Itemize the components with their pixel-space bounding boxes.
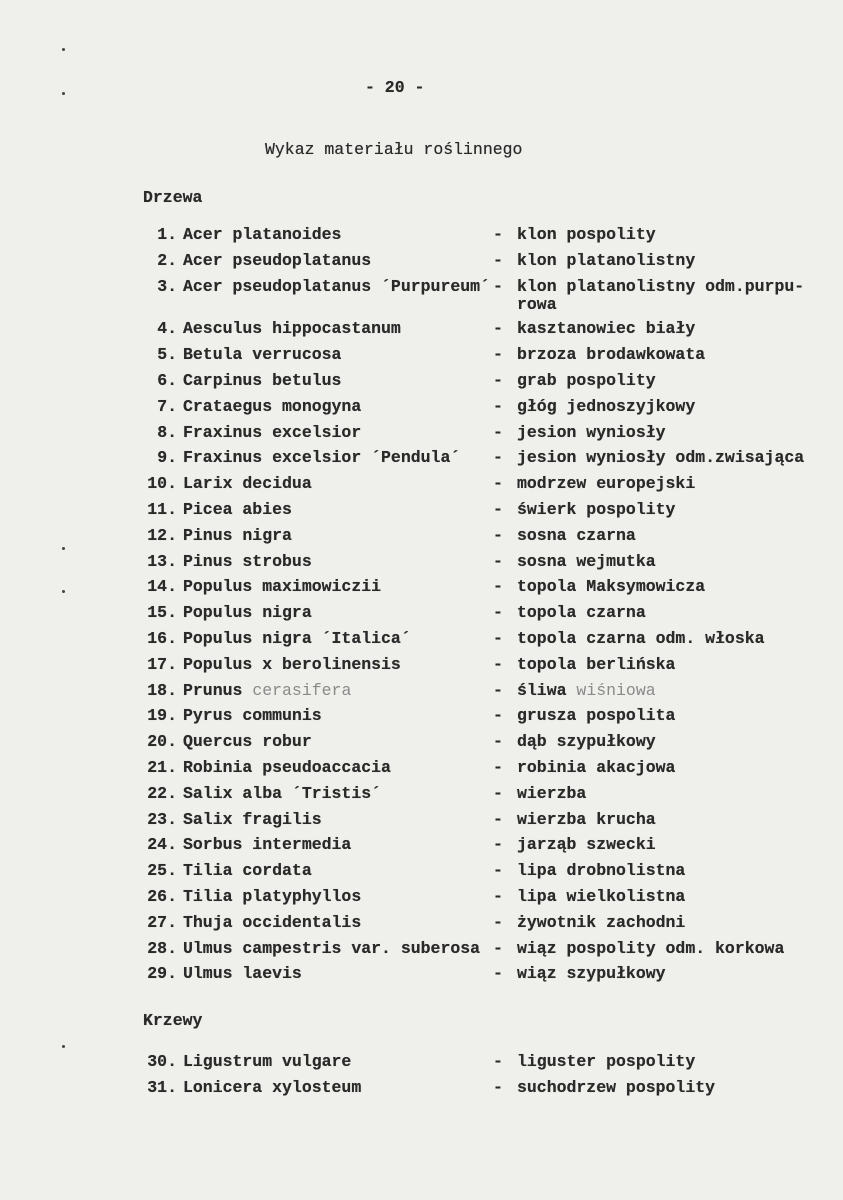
list-item bbox=[130, 500, 830, 520]
polish-name-text: dąb szypułkowy bbox=[517, 732, 656, 752]
polish-name-text: żywotnik zachodni bbox=[517, 912, 686, 932]
polish-name bbox=[517, 1052, 695, 1072]
polish-name bbox=[517, 371, 656, 391]
item-number: 25. bbox=[147, 861, 177, 881]
polish-name bbox=[517, 319, 695, 339]
polish-name bbox=[517, 448, 804, 468]
list-item bbox=[130, 681, 830, 701]
separator-dash: - bbox=[493, 1077, 503, 1097]
latin-name bbox=[183, 887, 361, 907]
item-number: 26. bbox=[147, 887, 177, 906]
polish-name-text: kasztanowiec biały bbox=[517, 319, 696, 339]
latin-name-text: Pinus strobus bbox=[183, 551, 312, 571]
item-number: 8. bbox=[157, 422, 177, 442]
separator-dash: - bbox=[493, 835, 503, 855]
separator-dash: - bbox=[493, 732, 503, 752]
item-number: 28. bbox=[147, 938, 177, 958]
item-number: 27. bbox=[147, 912, 177, 932]
scan-speck bbox=[62, 1045, 65, 1048]
polish-name-text: topola czarna odm. włoska bbox=[517, 629, 765, 648]
list-item bbox=[130, 861, 830, 881]
latin-name-text: Picea abies bbox=[183, 500, 292, 519]
latin-name bbox=[183, 500, 292, 520]
item-number: 11. bbox=[147, 500, 177, 519]
polish-name-text: grusza pospolita bbox=[517, 706, 676, 726]
latin-name-faint: cerasifera bbox=[252, 680, 352, 700]
latin-name-text: Lonicera xylosteum bbox=[183, 1077, 362, 1097]
latin-name bbox=[183, 835, 351, 855]
polish-name bbox=[517, 732, 656, 752]
separator-dash: - bbox=[493, 276, 503, 296]
list-item bbox=[130, 964, 830, 984]
separator-dash: - bbox=[493, 551, 503, 571]
polish-name-text: lipa drobnolistna bbox=[517, 861, 686, 881]
polish-name bbox=[517, 939, 784, 959]
polish-name-text: sosna czarna bbox=[517, 525, 636, 545]
separator-dash: - bbox=[493, 225, 503, 244]
separator-dash: - bbox=[493, 887, 503, 906]
item-number: 22. bbox=[147, 783, 177, 803]
latin-name bbox=[183, 603, 312, 623]
item-number: 2. bbox=[157, 250, 177, 270]
page-number: - 20 - bbox=[365, 78, 425, 97]
latin-name bbox=[183, 784, 381, 804]
latin-name bbox=[183, 423, 361, 443]
latin-name-text: Thuja occidentalis bbox=[183, 912, 362, 932]
separator-dash: - bbox=[493, 474, 503, 494]
polish-name-text: jesion wyniosły odm.zwisająca bbox=[517, 448, 805, 468]
latin-name-text: Robinia pseudoaccacia bbox=[183, 758, 391, 777]
list-item bbox=[130, 939, 830, 959]
polish-name bbox=[517, 552, 656, 572]
item-number: 4. bbox=[157, 319, 177, 339]
item-number: 24. bbox=[147, 835, 177, 855]
latin-name-text: Acer pseudoplatanus bbox=[183, 250, 372, 270]
latin-name-text: Carpinus betulus bbox=[183, 371, 342, 390]
list-item bbox=[130, 251, 830, 271]
latin-name-text: Betula verrucosa bbox=[183, 345, 342, 365]
item-number: 5. bbox=[157, 345, 177, 365]
polish-name bbox=[517, 810, 656, 830]
polish-name-text: grab pospolity bbox=[517, 371, 656, 390]
polish-name-text: wierzba krucha bbox=[517, 809, 656, 829]
latin-name-text: Fraxinus excelsior ´Pendula´ bbox=[183, 448, 461, 468]
latin-name bbox=[183, 913, 361, 933]
list-item bbox=[130, 706, 830, 726]
section-heading: Krzewy bbox=[143, 1011, 203, 1030]
scan-speck bbox=[62, 92, 65, 95]
separator-dash: - bbox=[493, 680, 503, 700]
list-item bbox=[130, 526, 830, 546]
latin-name-text: Fraxinus excelsior bbox=[183, 422, 362, 442]
polish-name bbox=[517, 500, 675, 520]
polish-name bbox=[517, 913, 685, 933]
scan-speck bbox=[62, 590, 65, 593]
document-title: Wykaz materiału roślinnego bbox=[265, 140, 523, 159]
list-item bbox=[130, 784, 830, 804]
latin-name bbox=[183, 225, 341, 245]
item-number: 10. bbox=[147, 474, 177, 494]
polish-name bbox=[517, 861, 685, 881]
polish-name bbox=[517, 526, 636, 546]
latin-name-text: Larix decidua bbox=[183, 474, 312, 494]
polish-name-text: sosna wejmutka bbox=[517, 551, 656, 571]
latin-name bbox=[183, 1078, 361, 1098]
latin-name-text: Acer platanoides bbox=[183, 225, 342, 244]
polish-name bbox=[517, 397, 695, 417]
item-number: 1. bbox=[157, 225, 177, 244]
item-number: 23. bbox=[147, 809, 177, 829]
item-number: 30. bbox=[147, 1052, 177, 1071]
list-item bbox=[130, 397, 830, 417]
latin-name bbox=[183, 526, 292, 546]
latin-name bbox=[183, 371, 341, 391]
list-item bbox=[130, 371, 830, 391]
separator-dash: - bbox=[493, 654, 503, 674]
separator-dash: - bbox=[493, 422, 503, 442]
separator-dash: - bbox=[493, 783, 503, 803]
list-item bbox=[130, 319, 830, 339]
latin-name bbox=[183, 655, 401, 675]
polish-name-text: topola czarna bbox=[517, 603, 646, 623]
list-item bbox=[130, 835, 830, 855]
item-number: 13. bbox=[147, 551, 177, 571]
latin-name-text: Acer pseudoplatanus ´Purpureum´ bbox=[183, 276, 490, 296]
list-item bbox=[130, 655, 830, 675]
polish-name-text: lipa wielkolistna bbox=[517, 887, 686, 906]
separator-dash: - bbox=[493, 1052, 503, 1071]
latin-name-text: Salix alba ´Tristis´ bbox=[183, 783, 382, 803]
polish-name-text: śliwa bbox=[517, 680, 567, 700]
list-item bbox=[130, 225, 830, 245]
latin-name-text: Tilia platyphyllos bbox=[183, 887, 362, 906]
latin-name-text: Populus x berolinensis bbox=[183, 654, 401, 674]
polish-name bbox=[517, 1078, 715, 1098]
item-number: 14. bbox=[147, 577, 177, 597]
list-item bbox=[130, 629, 830, 649]
separator-dash: - bbox=[493, 319, 503, 339]
item-number: 7. bbox=[157, 396, 177, 416]
separator-dash: - bbox=[493, 912, 503, 932]
list-item bbox=[130, 577, 830, 597]
polish-name-text: topola Maksymowicza bbox=[517, 577, 706, 597]
item-number: 16. bbox=[147, 629, 177, 648]
section-heading: Drzewa bbox=[143, 188, 203, 207]
polish-name-text: modrzew europejski bbox=[517, 474, 696, 494]
latin-name bbox=[183, 277, 490, 297]
latin-name bbox=[183, 681, 351, 701]
scan-speck bbox=[62, 48, 65, 51]
separator-dash: - bbox=[493, 629, 503, 648]
item-number: 15. bbox=[147, 603, 177, 623]
list-item bbox=[130, 448, 830, 468]
list-item bbox=[130, 1078, 830, 1098]
latin-name bbox=[183, 577, 381, 597]
latin-name-text: Aesculus hippocastanum bbox=[183, 319, 401, 339]
polish-name bbox=[517, 603, 646, 623]
polish-name bbox=[517, 681, 656, 701]
list-item bbox=[130, 423, 830, 443]
item-number: 18. bbox=[147, 680, 177, 700]
latin-name bbox=[183, 629, 411, 649]
polish-name-text: wiąz pospolity odm. korkowa bbox=[517, 938, 785, 958]
item-number: 21. bbox=[147, 758, 177, 777]
separator-dash: - bbox=[493, 706, 503, 726]
list-item bbox=[130, 810, 830, 830]
latin-name-text: Quercus robur bbox=[183, 732, 312, 752]
list-item bbox=[130, 732, 830, 752]
latin-name-text: Crataegus monogyna bbox=[183, 396, 362, 416]
latin-name bbox=[183, 861, 312, 881]
polish-name-text: jarząb szwecki bbox=[517, 835, 656, 855]
latin-name bbox=[183, 732, 312, 752]
polish-name bbox=[517, 251, 695, 271]
list-item bbox=[130, 474, 830, 494]
list-item bbox=[130, 345, 830, 365]
separator-dash: - bbox=[493, 448, 503, 468]
separator-dash: - bbox=[493, 525, 503, 545]
separator-dash: - bbox=[493, 500, 503, 519]
latin-name-text: Populus maximowiczii bbox=[183, 577, 382, 597]
polish-name bbox=[517, 655, 675, 675]
polish-name bbox=[517, 629, 765, 649]
latin-name-text: Tilia cordata bbox=[183, 861, 312, 881]
latin-name-text: Pyrus communis bbox=[183, 706, 322, 726]
polish-name bbox=[517, 758, 675, 778]
polish-name bbox=[517, 345, 705, 365]
latin-name-text: Populus nigra bbox=[183, 603, 312, 623]
polish-name bbox=[517, 784, 586, 804]
list-item bbox=[130, 887, 830, 907]
item-number: 31. bbox=[147, 1077, 177, 1097]
polish-name-text: głóg jednoszyjkowy bbox=[517, 396, 696, 416]
item-number: 29. bbox=[147, 964, 177, 984]
polish-name bbox=[517, 835, 656, 855]
latin-name bbox=[183, 810, 322, 830]
separator-dash: - bbox=[493, 938, 503, 958]
item-number: 6. bbox=[157, 371, 177, 390]
item-number: 19. bbox=[147, 706, 177, 726]
latin-name bbox=[183, 319, 401, 339]
latin-name-text: Sorbus intermedia bbox=[183, 835, 352, 855]
latin-name bbox=[183, 397, 361, 417]
latin-name bbox=[183, 964, 302, 984]
scan-speck bbox=[62, 547, 65, 550]
latin-name bbox=[183, 345, 341, 365]
list-item bbox=[130, 758, 830, 778]
polish-name bbox=[517, 577, 705, 597]
latin-name bbox=[183, 1052, 351, 1072]
item-number: 17. bbox=[147, 654, 177, 674]
separator-dash: - bbox=[493, 396, 503, 416]
latin-name bbox=[183, 552, 312, 572]
polish-name-text: topola berlińska bbox=[517, 654, 676, 674]
polish-name-text: klon platanolistny odm.purpu- bbox=[517, 276, 805, 296]
list-item bbox=[130, 552, 830, 572]
polish-name bbox=[517, 423, 666, 443]
latin-name-text: Ligustrum vulgare bbox=[183, 1052, 352, 1071]
polish-name-text: robinia akacjowa bbox=[517, 758, 676, 777]
latin-name-text: Prunus bbox=[183, 680, 243, 700]
separator-dash: - bbox=[493, 603, 503, 623]
polish-name-text: liguster pospolity bbox=[517, 1052, 696, 1071]
separator-dash: - bbox=[493, 809, 503, 829]
separator-dash: - bbox=[493, 861, 503, 881]
separator-dash: - bbox=[493, 345, 503, 365]
latin-name-text: Populus nigra ´Italica´ bbox=[183, 629, 411, 648]
polish-name-text: świerk pospolity bbox=[517, 500, 676, 519]
polish-name-text: klon pospolity bbox=[517, 225, 656, 244]
separator-dash: - bbox=[493, 964, 503, 984]
latin-name bbox=[183, 939, 480, 959]
separator-dash: - bbox=[493, 758, 503, 777]
latin-name-text: Ulmus campestris var. suberosa bbox=[183, 938, 481, 958]
polish-name-text: brzoza brodawkowata bbox=[517, 345, 706, 365]
latin-name bbox=[183, 474, 312, 494]
polish-name-text: klon platanolistny bbox=[517, 250, 696, 270]
polish-name bbox=[517, 225, 656, 245]
polish-name-faint: wiśniowa bbox=[576, 680, 656, 700]
polish-name-text: jesion wyniosły bbox=[517, 422, 666, 442]
latin-name bbox=[183, 706, 322, 726]
polish-name bbox=[517, 706, 675, 726]
list-item bbox=[130, 276, 830, 314]
polish-name-continued: rowa bbox=[517, 294, 557, 314]
latin-name bbox=[183, 251, 371, 271]
separator-dash: - bbox=[493, 250, 503, 270]
polish-name-text: wierzba bbox=[517, 783, 587, 803]
item-number: 20. bbox=[147, 732, 177, 752]
separator-dash: - bbox=[493, 371, 503, 390]
item-number: 12. bbox=[147, 525, 177, 545]
latin-name-text: Pinus nigra bbox=[183, 525, 292, 545]
item-number: 3. bbox=[157, 276, 177, 296]
polish-name bbox=[517, 277, 804, 297]
polish-name-text: suchodrzew pospolity bbox=[517, 1077, 716, 1097]
item-number: 9. bbox=[157, 448, 177, 468]
latin-name bbox=[183, 758, 391, 778]
polish-name-text: wiąz szypułkowy bbox=[517, 964, 666, 984]
latin-name bbox=[183, 448, 460, 468]
latin-name-text: Ulmus laevis bbox=[183, 964, 302, 984]
separator-dash: - bbox=[493, 577, 503, 597]
latin-name-text: Salix fragilis bbox=[183, 809, 322, 829]
list-item bbox=[130, 603, 830, 623]
polish-name bbox=[517, 474, 695, 494]
list-item bbox=[130, 913, 830, 933]
polish-name bbox=[517, 887, 685, 907]
polish-name bbox=[517, 964, 666, 984]
list-item bbox=[130, 1052, 830, 1072]
